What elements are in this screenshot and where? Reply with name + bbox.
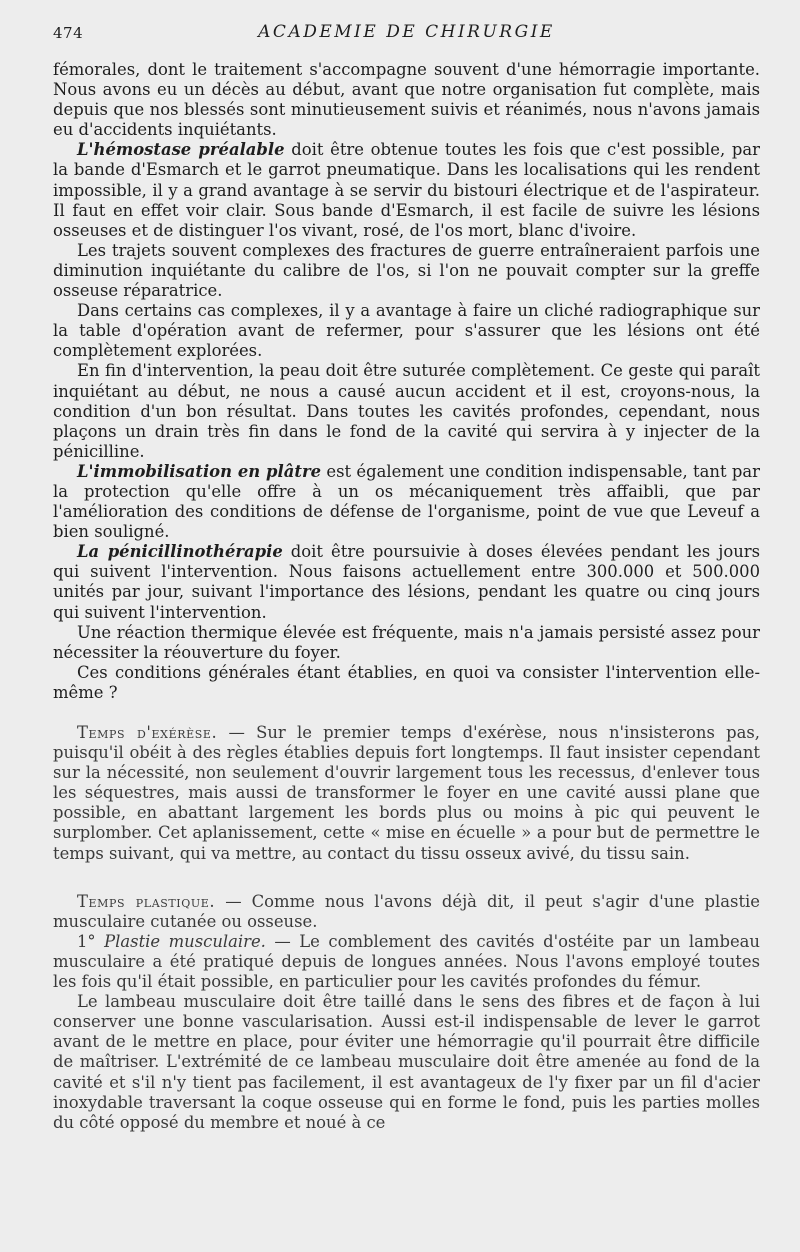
paragraph-text: doit être poursuivie à doses élevées pendant les jours qui suivent l'intervention. Nous faisons actuellement entre 300.000 et 500.000 unités par jour, suivant l'importance des lésions, pendant les quatre ou cinq jours qui suivent l'intervention.	[53, 542, 760, 622]
section-gap	[53, 703, 760, 723]
paragraph-text: — Sur le premier temps d'exérèse, nous n'insisterons pas, puisqu'il obéit à des règles établies depuis fort longtemps. Il faut insister cependant sur la nécessité, non seulement d'ouvrir largement tous les recessus, d'enlever tous les séquestres, mais aussi de transformer le foyer en une cavité aussi plane que possible, en abattant largement les bords plus ou moins à pic qui peuvent le surplomber. Cet aplanissement, cette « mise en écuelle » a pour but de permettre le temps suivant, qui va mettre, au contact du tissu osseux avivé, du tissu sain.	[53, 723, 760, 863]
run-in-heading: La pénicillinothérapie	[77, 542, 283, 562]
paragraph-immobilisation	[53, 462, 760, 542]
paragraph-text: Ces conditions générales étant établies, en quoi va consister l'intervention elle-même ?	[53, 662, 760, 702]
page-number: 474	[53, 24, 84, 42]
paragraph-text: est également une condition indispensable, tant par la protection qu'elle offre à un os mécaniquement très affaibli, que par l'amélioration des conditions de défense de l'organisme, point de vue que Leveuf a bien souligné.	[53, 461, 760, 542]
paragraph-text: doit être obtenue toutes les fois que c'est possible, par la bande d'Esmarch et le garrot pneumatique. Dans les localisations qui les rendent impossible, il y a grand avantage à se servir du bistouri électrique et de l'aspirateur. Il faut en effet voir clair. Sous bande d'Esmarch, il est facile de suivre les lésions osseuses et de distinguer l'os vivant, rosé, de l'os mort, blanc d'ivoire.	[53, 140, 760, 240]
paragraph-penicillinotherapie	[53, 542, 760, 622]
paragraph-temps-exerese	[53, 723, 760, 864]
run-in-heading: L'hémostase préalable	[77, 140, 285, 160]
section-heading: Temps d'exérèse.	[77, 723, 218, 742]
paragraph-reaction	[53, 623, 760, 663]
paragraph-femorales	[53, 60, 760, 140]
run-in-heading: L'immobilisation en plâtre	[77, 461, 322, 481]
paragraph-trajets	[53, 241, 760, 301]
paragraph-temps-plastique	[53, 892, 760, 932]
paragraph-text: — Comme nous l'avons déjà dit, il peut s'agir d'une plastie musculaire cutanée ou osseuse.	[53, 891, 760, 931]
paragraph-cliche	[53, 301, 760, 361]
paragraph-text: Le lambeau musculaire doit être taillé dans le sens des fibres et de façon à lui conserver une bonne vascularisation. Aussi est-il indispensable de lever le garrot avant de le mettre en place, pour éviter une hémorragie qu'il pourrait être difficile de maîtriser. L'extrémité de ce lambeau musculaire doit être amenée au fond de la cavité et s'il n'y tient pas facilement, il est avantageux de l'y fixer par un fil d'acier inoxydable traversant la coque osseuse qui en forme le fond, puis les parties molles du côté opposé du membre et noué à ce	[53, 992, 760, 1132]
subsection-heading: Plastie musculaire.	[104, 931, 266, 951]
list-number: 1°	[77, 931, 96, 951]
paragraph-text: Dans certains cas complexes, il y a avantage à faire un cliché radiographique sur la table d'opération avant de refermer, pour s'assurer que les lésions ont été complètement explorées.	[53, 301, 760, 361]
paragraph-hemostase	[53, 140, 760, 240]
paragraph-text: Les trajets souvent complexes des fractures de guerre entraîneraient parfois une diminution inquiétante du calibre de l'os, si l'on ne pouvait compter sur la greffe osseuse réparatrice.	[53, 240, 760, 301]
running-head	[53, 22, 760, 46]
paragraph-text: Une réaction thermique élevée est fréquente, mais n'a jamais persisté assez pour nécessiter la réouverture du foyer.	[53, 622, 760, 662]
paragraph-conditions	[53, 663, 760, 703]
article-body	[53, 60, 760, 1133]
paragraph-plastie-musculaire	[53, 932, 760, 992]
paragraph-lambeau	[53, 992, 760, 1133]
paragraph-text: En fin d'intervention, la peau doit être suturée complètement. Ce geste qui paraît inquiétant au début, ne nous a causé aucun accident et il est, croyons-nous, la condition d'un bon résultat. Dans toutes les cavités profondes, cependant, nous plaçons un drain très fin dans le fond de la cavité qui servira à y injecter de la pénicilline.	[53, 361, 760, 461]
journal-title: ACADEMIE DE CHIRURGIE	[258, 22, 555, 42]
paragraph-suture	[53, 361, 760, 461]
section-gap	[53, 864, 760, 892]
section-heading: Temps plastique.	[77, 891, 216, 911]
paragraph-text: fémorales, dont le traitement s'accompagne souvent d'une hémorragie importante. Nous avons eu un décès au début, avant que notre organisation fut complète, mais depuis que nos blessés sont minutieusement suivis et réanimés, nous n'avons jamais eu d'accidents inquiétants.	[53, 60, 760, 140]
paragraph-text: — Le comblement des cavités d'ostéite par un lambeau musculaire a été pratiqué depuis de longues années. Nous l'avons employé toutes les fois qu'il était possible, en particulier pour les cavités profondes du fémur.	[53, 931, 760, 992]
